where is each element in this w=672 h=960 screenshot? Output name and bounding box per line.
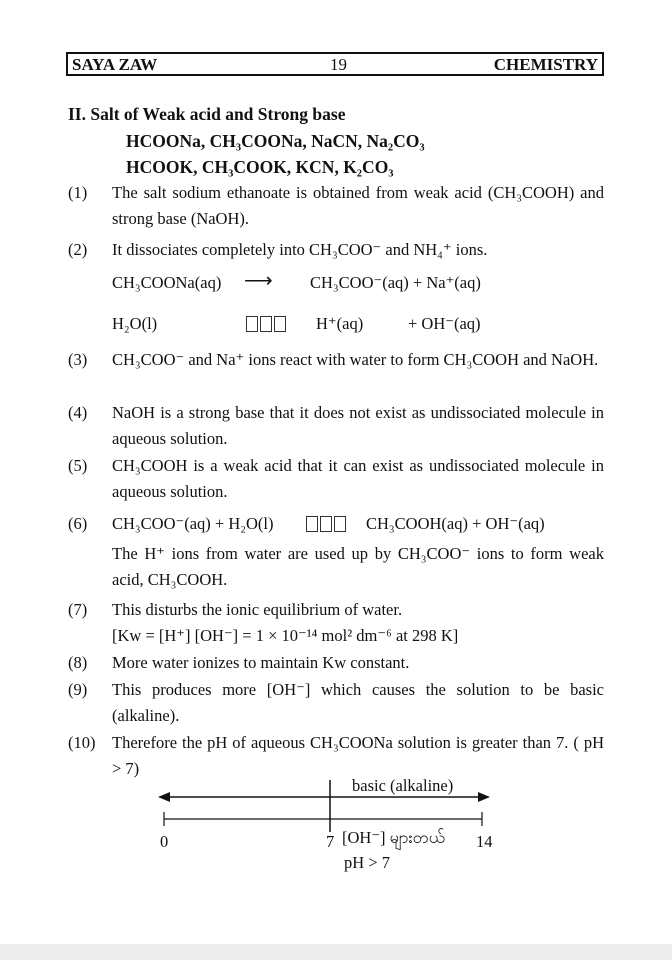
- item-number: (5): [68, 456, 88, 475]
- equation-1-right: CH₃COO⁻(aq) + Na⁺(aq): [310, 273, 481, 292]
- header-page-number: 19: [330, 55, 347, 74]
- ph-greater-label: pH > 7: [344, 853, 390, 872]
- examples-line-1: HCOONa, CH₃COONa, NaCN, Na₂CO₃: [126, 131, 425, 151]
- header-subject: CHEMISTRY: [493, 55, 598, 74]
- equation-1-arrow: ⟶: [244, 270, 273, 292]
- equilibrium-arrow-icon: [246, 315, 288, 333]
- footer-bar: [0, 944, 672, 960]
- item-text: It dissociates completely into CH₃COO⁻ and NH₄⁺ ions.: [112, 240, 488, 259]
- ph-scale-diagram: [150, 772, 510, 882]
- item-number: (6): [68, 514, 88, 533]
- tick-label-14: 14: [476, 832, 493, 851]
- equation-1-left: CH₃COONa(aq): [112, 273, 222, 292]
- equation-2-right-1: H⁺(aq): [316, 314, 364, 333]
- item-number: (9): [68, 680, 88, 699]
- item-text: CH₃COO⁻ and Na⁺ ions react with water to form CH₃COOH and NaOH.: [112, 350, 599, 369]
- equation-6-left: CH₃COO⁻(aq) + H₂O(l): [112, 514, 274, 533]
- page-header: [66, 52, 604, 76]
- item-number: (8): [68, 653, 88, 672]
- oh-concentration-label: [OH⁻] များတယ်: [342, 828, 445, 847]
- equilibrium-arrow-icon: [306, 515, 348, 533]
- equation-2-left: H₂O(l): [112, 314, 158, 333]
- equation-2-right-2: + OH⁻(aq): [408, 314, 481, 333]
- item-number: (7): [68, 600, 88, 619]
- section-title: II. Salt of Weak acid and Strong base: [68, 104, 346, 124]
- basic-label: basic (alkaline): [352, 776, 454, 795]
- item-text: NaOH is a strong base that it does not exist as undissociated molecule in aqueous solution.: [112, 403, 604, 448]
- item-text: Therefore the pH of aqueous CH₃COONa solution is greater than 7. ( pH > 7): [112, 733, 604, 778]
- item-text: This produces more [OH⁻] which causes the solution to be basic (alkaline).: [112, 680, 604, 725]
- tick-label-7: 7: [326, 832, 335, 851]
- item-number: (3): [68, 350, 88, 369]
- kw-expression: [Kw = [H⁺] [OH⁻] = 1 × 10⁻¹⁴ mol² dm⁻⁶ at 298 K]: [112, 626, 459, 645]
- equation-6-right: CH₃COOH(aq) + OH⁻(aq): [366, 514, 545, 533]
- tick-label-0: 0: [160, 832, 169, 851]
- item-text: This disturbs the ionic equilibrium of water.: [112, 600, 403, 619]
- item-number: (10): [68, 733, 96, 752]
- item-text: The salt sodium ethanoate is obtained from weak acid (CH₃COOH) and strong base (NaOH).: [112, 183, 604, 228]
- right-arrowhead-icon: [478, 792, 490, 802]
- examples-line-2: HCOOK, CH₃COOK, KCN, K₂CO₃: [126, 157, 394, 177]
- item-number: (2): [68, 240, 88, 259]
- header-author: SAYA ZAW: [72, 55, 158, 74]
- item-text: More water ionizes to maintain Kw constant.: [112, 653, 410, 672]
- item-number: (4): [68, 403, 88, 422]
- item-text: CH₃COOH is a weak acid that it can exist as undissociated molecule in aqueous solution.: [112, 456, 604, 501]
- item-text: The H⁺ ions from water are used up by CH₃COO⁻ ions to form weak acid, CH₃COOH.: [112, 544, 604, 589]
- item-number: (1): [68, 183, 88, 202]
- left-arrowhead-icon: [158, 792, 170, 802]
